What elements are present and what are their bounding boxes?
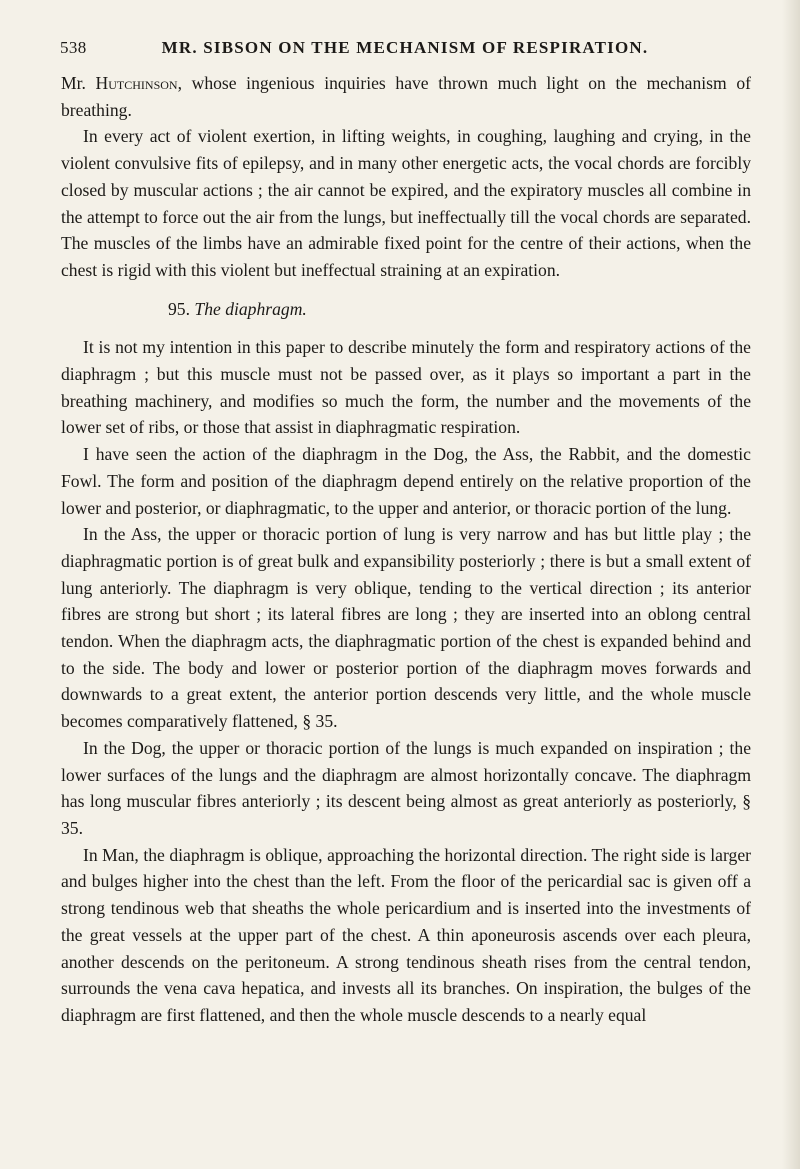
paragraph-man: In Man, the diaphragm is oblique, approaching the horizontal direction. The right side is larger and bulges higher into the chest than the left. From the floor of the pericardial sac is given off a strong tendinous web that sheaths the whole pericardium and is inserted into the investments of the great vessels at the upper part of the chest. A thin aponeurosis ascends over each pleura, another descends on the peritoneum. A strong tendinous sheath rises from the central tendon, surrounds the vena cava hepatica, and invests all its branches. On inspiration, the bulges of the diaphragm are first flattened, and then the whole muscle descends to a nearly equal [61,844,751,1025]
page-number: 538 [60,38,87,57]
body-text [61,70,751,1029]
paragraph-intro-prefix: Mr. [61,73,96,93]
paragraph-exertion: In every act of violent exertion, in lifting weights, in coughing, laughing and crying, in the violent convulsive fits of epilepsy, and in many other energetic acts, the vocal chords are forcibly closed by muscular actions ; the air cannot be expired, and the expiratory muscles all combine in the attempt to force out the air from the lungs, but ineffectually till the vocal chords are separated. The muscles of the limbs have an admirable fixed point for the centre of their actions, when the chest is rigid with this violent but ineffectual straining at an expiration. [61,126,751,280]
running-head [60,38,750,64]
paragraph-ass: In the Ass, the upper or thoracic portion of lung is very narrow and has but little play ; the diaphragmatic portion is of great bulk and expansibility posteriorly ; there is but a small extent of lung anteriorly. The diaphragm is very oblique, tending to the vertical direction ; its anterior fibres are strong but short ; its lateral fibres are long ; they are inserted into an oblong central tendon. When the diaphragm acts, the diaphragmatic portion of the chest is expanded behind and to the side. The body and lower or posterior portion of the diaphragm moves forwards and downwards to a great extent, the anterior portion descends very little, and the whole muscle becomes comparatively flattened, § 35. [61,524,751,732]
paragraph-animals-observed: I have seen the action of the diaphragm in the Dog, the Ass, the Rabbit, and the domestic Fowl. The form and position of the diaphragm depend entirely on the relative proportion of the lower and posterior, or diaphragmatic, to the upper and anterior, or thoracic portion of the lung. [61,444,751,518]
author-name-hutchinson: Hutchinson [95,73,178,93]
section-heading [61,296,751,323]
section-number: 95. [168,298,190,319]
paragraph-intro-rest: , whose ingenious inquiries have thrown much light on the mechanism of breathing. [61,73,751,120]
header-title: MR. SIBSON ON THE MECHANISM OF RESPIRATION. [161,38,649,57]
paragraph-intention: It is not my intention in this paper to describe minutely the form and respiratory actions of the diaphragm ; but this muscle must not be passed over, as it plays so important a part in the breathing machinery, and modifies so much the form, the number and the movements of the lower set of ribs, or those that assist in diaphragmatic respiration. [61,337,751,438]
section-title: The diaphragm. [194,298,307,319]
paragraph-intro [61,70,751,123]
paragraph-dog: In the Dog, the upper or thoracic portion of the lungs is much expanded on inspiration ; the lower surfaces of the lungs and the diaphragm are almost horizontally concave. The diaphragm has long muscular fibres anteriorly ; its descent being almost as great anteriorly as posteriorly, § 35. [61,737,751,838]
page-edge-shadow [782,0,800,1169]
